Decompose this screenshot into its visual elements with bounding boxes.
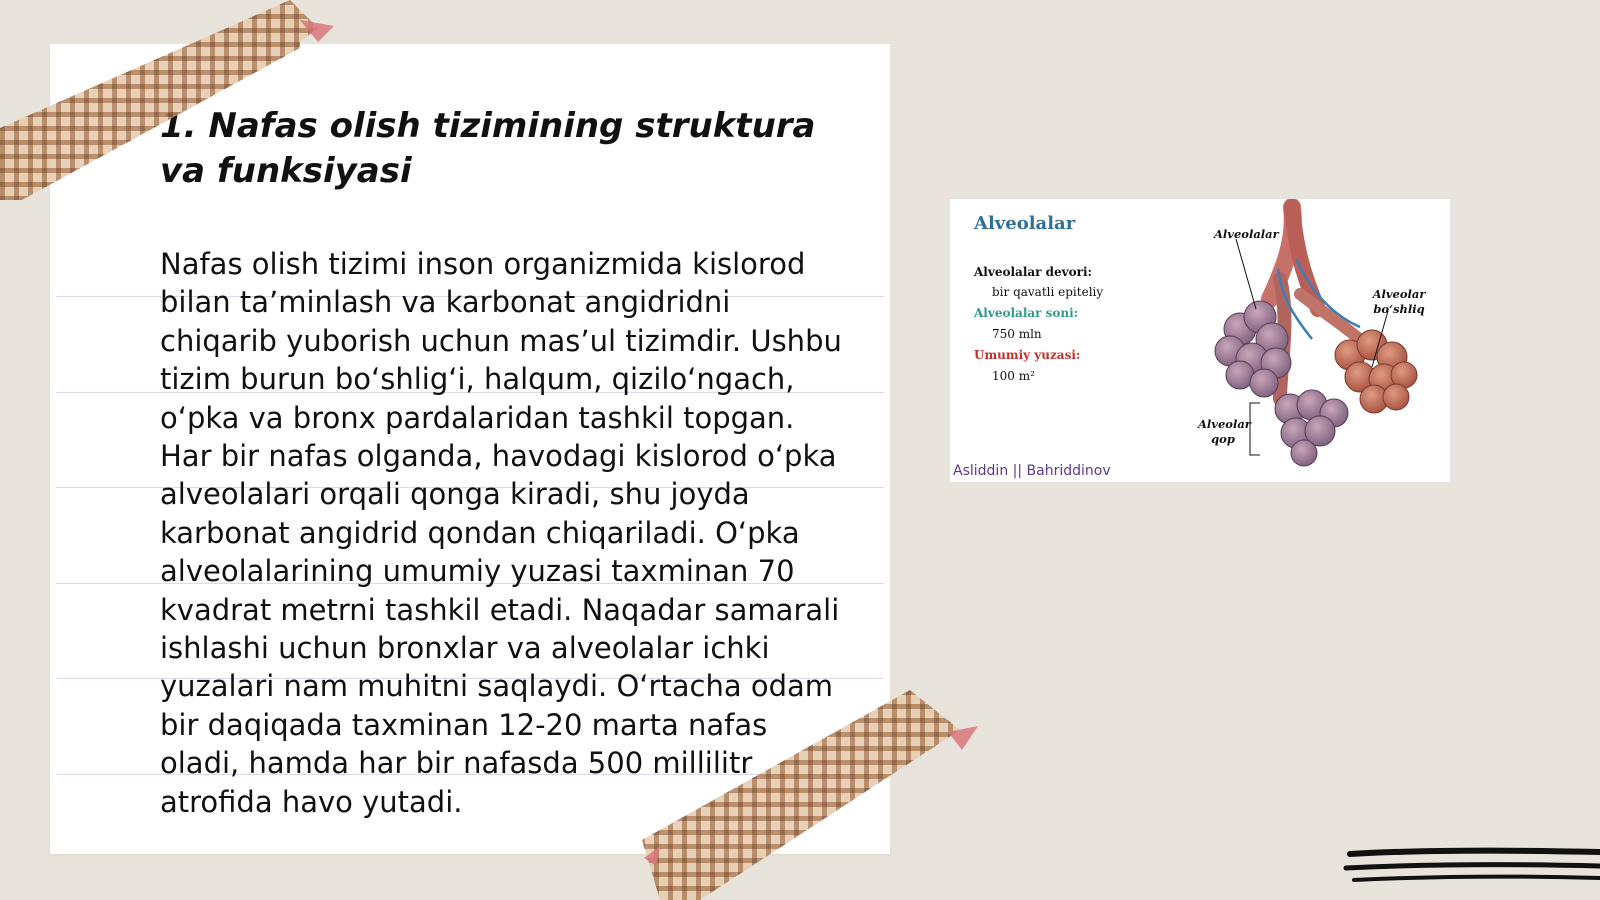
wall-value: bir qavatli epiteliy — [992, 285, 1104, 299]
alveoli-figure — [950, 199, 1450, 482]
callout-sac: Alveolar qop — [1198, 417, 1251, 446]
area-value: 100 m² — [992, 369, 1035, 383]
callout-cavity: Alveolar bo‘shliq — [1372, 287, 1426, 316]
slide-body: Nafas olish tizimi inson organizmida kislorod bilan ta’minlash va karbonat angidridni chiqarib yuborish uchun mas’ul tizimdir. Ushbu tizim burun bo‘shlig‘i, halqum, qizilo‘ngach, o‘pka va bronx pardalaridan tashkil topgan. Har bir nafas olganda, havodagi kislorod o‘pka alveolalari orqali qonga kiradi, shu joyda karbonat angidrid qondan chiqariladi. O‘pka alveolalarining umumiy yuzasi taxminan 70 kvadrat metrni tashkil etadi. Naqadar samarali ishlashi uchun bronxlar va alveolalar ichki yuzalari nam muhitni saqlaydi. O‘rtacha odam bir daqiqada taxminan 12-20 marta nafas oladi, hamda har bir nafasda 500 millilitr atrofida havo yutadi. — [160, 247, 842, 819]
callout-alveoli: Alveolalar — [1214, 227, 1279, 241]
slide-title: 1. Nafas olish tizimining struktura va funksiyasi — [160, 106, 816, 191]
brush-stripes-icon — [1340, 846, 1600, 896]
plaid-tape-icon — [640, 690, 990, 900]
count-value: 750 mln — [992, 327, 1042, 341]
wall-label: Alveolalar devori: — [974, 265, 1092, 279]
figure-title: Alveolalar — [974, 213, 1076, 234]
figure-credit: Asliddin || Bahriddinov — [953, 463, 1111, 479]
count-label: Alveolalar soni: — [974, 306, 1079, 320]
plaid-tape-icon — [0, 0, 340, 210]
area-label: Umumiy yuzasi: — [974, 348, 1081, 362]
